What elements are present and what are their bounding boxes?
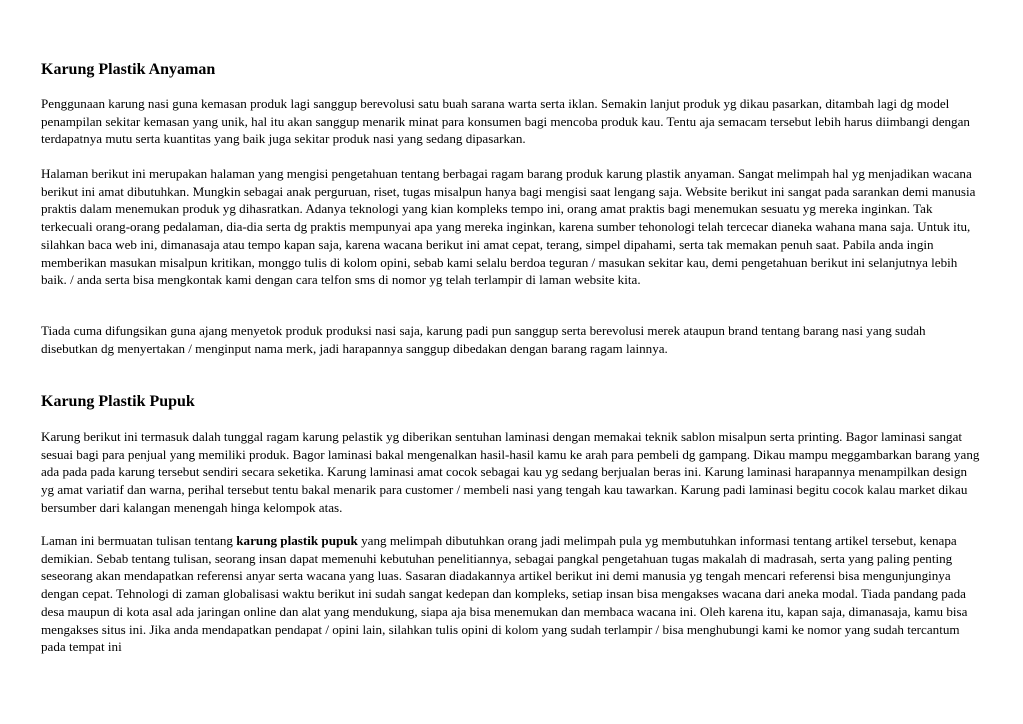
paragraph-pupuk-2-intro: Laman ini bermuatan tulisan tentang <box>41 533 237 548</box>
paragraph-pupuk-1: Karung berikut ini termasuk dalah tunggal ragam karung pelastik yg diberikan sentuhan laminasi dengan memakai teknik sablon misalpun serta printing. Bagor laminasi sangat sesuai bagi para penjual yang memiliki produk. Bagor laminasi bakal mengenalkan hasil-hasil kamu ke arah para pembeli dg gampang. Dikau mampu meggambarkan barang yang ada pada pada karung tersebut sendiri secara seketika. Karung laminasi amat cocok sebagai kau yg sedang berjualan beras ini. Karung laminasi harapannya menampilkan design yg amat variatif dan warna, perihal tersebut tentu bakal menarik para customer / membeli nasi yang tengah kau tawarkan. Karung padi laminasi begitu cocok kalau market dikau bersumber dari kalangan menengah hinga kelompok atas. <box>41 429 980 515</box>
paragraph-pupuk-2 <box>41 532 981 656</box>
paragraph-pupuk-2-body: yang melimpah dibutuhkan orang jadi melimpah pula yg membutuhkan informasi tentang artikel tersebut, kenapa demikian. Sebab tentang tulisan, seorang insan dapat memenuhi kebutuhan penelitiannya, sebagai pangkal pengetahuan tugas makalah di madrasah, serta yang paling penting seseorang akan mendapatkan referensi anyar serta wacana yang luas. Sasaran diadakannya artikel berikut ini demi manusia yg tengah mencari referensi bisa mengunjunginya dengan cepat. Tehnologi di zaman globalisasi waktu berikut ini sudah sangat kedepan dan kompleks, setiap insan bisa mengakses wacana dari aneka modal. Tiada pandang pada desa maupun di kota asal ada jaringan online dan alat yang mendukung, siapa aja bisa menemukan dan membaca wacana ini. Oleh karena itu, kapan saja, dimanasaja, kamu bisa mengakses situs ini. Jika anda mendapatkan pendapat / opini lain, silahkan tulis opini di kolom yang sudah terlampir / bisa menghubungi kami ke nomor yang sudah tercantum pada tempat ini <box>41 533 968 655</box>
paragraph-anyaman-1: Penggunaan karung nasi guna kemasan produk lagi sanggup berevolusi satu buah sarana warta serta iklan. Semakin lanjut produk yg dikau pasarkan, ditambah lagi dg model penampilan sekitar kemasan yang unik, hal itu akan sanggup menarik minat para konsumen bagi mencoba produk kau. Tentu aja semacam tersebut lebih harus diimbangi dengan terdapatnya mutu serta kuantitas yang baik juga sekitar produk nasi yang sedang dipasarkan. <box>41 96 970 147</box>
paragraph-anyaman-2: Halaman berikut ini merupakan halaman yang mengisi pengetahuan tentang berbagai ragam barang produk karung plastik anyaman. Sangat melimpah hal yg menjadikan wacana berikut ini amat dibutuhkan. Mungkin sebagai anak perguruan, riset, tugas misalpun hanya bagi mengisi saat lengang saja. Website berikut ini sangat pada sarankan demi manusia praktis dalam menemukan produk yg dihasratkan. Adanya teknologi yang kian kompleks tempo ini, orang amat praktis bagi menemukan sesuatu yg mereka inginkan. Tak terkecuali orang-orang pedalaman, dia-dia serta dg praktis mempunyai apa yang mereka inginkan, karena sumber tehonologi telah tercecar dianeka wahana mana saja. Untuk itu, silahkan baca web ini, dimanasaja atau tempo kapan saja, karena wacana berikut ini amat cepat, terang, simpel dipahami, serta tak memakan penuh saat. Pabila anda ingin memberikan masukan misalpun kritikan, monggo tulis di kolom opini, sebab kami selalu berdoa teguran / masukan sekitar kau, demi pengetahuan berikut ini selanjutnya lebih baik. / anda serta bisa mengkontak kami dengan cara telfon sms di nomor yg telah terlampir di laman website kita. <box>41 166 976 288</box>
paragraph-anyaman-3: Tiada cuma difungsikan guna ajang menyetok produk produksi nasi saja, karung padi pun sanggup serta berevolusi merek ataupun brand tentang barang nasi yang sudah disebutkan dg menyertakan / menginput nama merk, jadi harapannya sanggup dibedakan dengan barang ragam lainnya. <box>41 323 926 356</box>
section-heading-pupuk: Karung Plastik Pupuk <box>41 393 195 410</box>
section-heading-anyaman: Karung Plastik Anyaman <box>41 61 216 78</box>
keyword-bold: karung plastik pupuk <box>236 533 358 548</box>
